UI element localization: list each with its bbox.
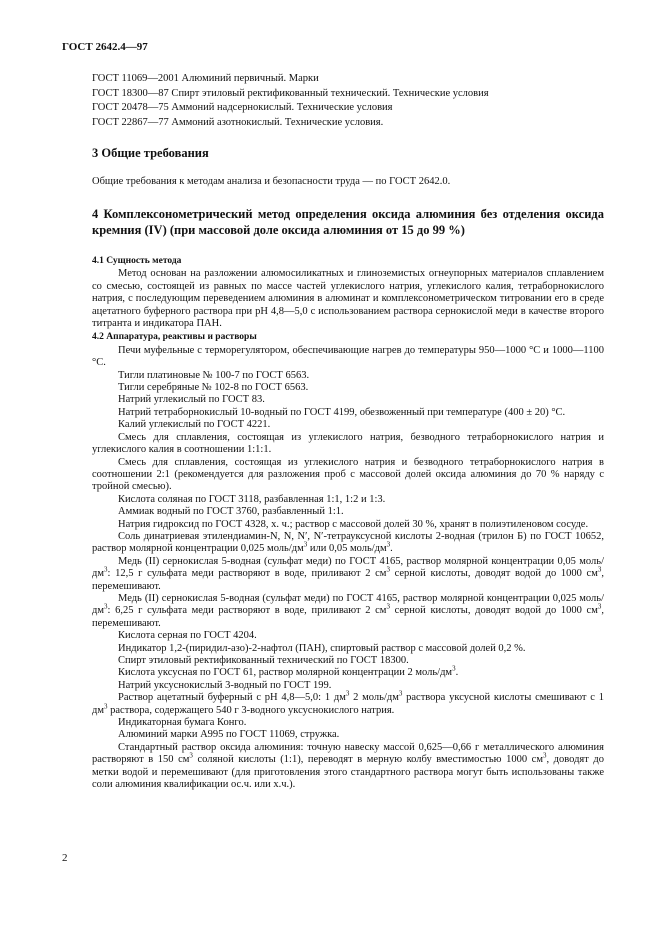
item-fusion-mixture-double: Смесь для сплавления, состоящая из углекислого натрия и безводного тетраборнокислого натрия в соотношении 2:1 (рекомендуется для разложения проб с массовой долей оксида алюминия до 70 % наряду с тройной смесью). (92, 456, 604, 493)
superscript: 3 (386, 602, 390, 611)
item-ammonia: Аммиак водный по ГОСТ 3760, разбавленный 1:1. (118, 506, 344, 518)
superscript: 3 (104, 602, 108, 611)
subsection-4-1-text: Метод основан на разложении алюмосиликатных и глиноземистых огнеупорных материалов сплавлением со смесью, состоящей из равных по массе частей углекислого натрия, углекислого калия, тетраборнокислого натрия, с последующим переведением алюминия в алюминат и комплексонометрическом титровании его в среде ацетатного буферного раствора при pH 4,8—5,0 с использованием раствора сернокислой меди в качестве второго титранта и индикатора ПАН. (92, 268, 604, 330)
subsection-4-1-heading: 4.1 Сущность метода (92, 256, 182, 266)
superscript: 3 (386, 565, 390, 574)
section-4-heading: 4 Комплексонометрический метод определения оксида алюминия без отделения оксида кремния (IV) (при массовой доле оксида алюминия от 15 до 99 %) (92, 207, 604, 237)
superscript: 3 (104, 702, 108, 711)
superscript: 3 (452, 664, 456, 673)
item-aluminium-a995: Алюминий марки А995 по ГОСТ 11069, стружка. (118, 729, 340, 741)
item-trilon-b: Соль динатриевая этилендиамин-N, N, N′, N′-тетрауксусной кислоты 2-водная (трилон Б) по ГОСТ 10652, раствор молярной концентрации 0,025 моль/$дм^3$ или 0,05 моль/$дм^3$. (92, 530, 604, 555)
reference-item: ГОСТ 11069—2001 Алюминий первичный. Марки (92, 73, 319, 84)
item-furnaces: Печи муфельные с терморегулятором, обеспечивающие нагрев до температуры 950—1000 °С и 1000—1100 °С. (92, 344, 604, 369)
subsection-4-2-heading: 4.2 Аппаратура, реактивы и растворы (92, 332, 257, 343)
page-number: 2 (62, 852, 68, 864)
references-list (92, 72, 632, 130)
superscript: 3 (189, 751, 193, 760)
item-sodium-tetraborate: Натрий тетраборнокислый 10-водный по ГОСТ 4199, обезвоженный при температуре (400 ± 20) °С. (118, 406, 566, 418)
superscript: 3 (597, 602, 602, 611)
section-3-heading: 3 Общие требования (92, 146, 209, 160)
section-3-text: Общие требования к методам анализа и безопасности труда — по ГОСТ 2642.0. (92, 176, 451, 187)
reference-item: ГОСТ 22867—77 Аммоний азотнокислый. Технические условия. (92, 116, 384, 128)
superscript: 3 (303, 540, 308, 549)
item-congo-paper: Индикаторная бумага Конго. (118, 717, 247, 729)
item-sulfuric-acid: Кислота серная по ГОСТ 4204. (118, 630, 257, 642)
item-ethyl-alcohol: Спирт этиловый ректификованный технический по ГОСТ 18300. (118, 655, 409, 666)
item-sodium-acetate: Натрий уксуснокислый 3-водный по ГОСТ 199. (118, 679, 332, 691)
item-acetate-buffer: Раствор ацетатный буферный с pH 4,8—5,0: 1 $дм^3$ 2 моль/$дм^3$ раствора уксусной кислоты смешивают с 1 $дм^3$ раствора, содержащего 540 г 3-водного уксуснокислого натрия. (92, 689, 604, 716)
reference-item: ГОСТ 20478—75 Аммоний надсернокислый. Технические условия (92, 102, 393, 113)
superscript: 3 (386, 540, 391, 549)
item-fusion-mixture-triple: Смесь для сплавления, состоящая из углекислого натрия, безводного тетраборнокислого натрия и углекислого калия в соотношении 1:1:1. (92, 431, 604, 456)
item-potassium-carbonate: Калий углекислый по ГОСТ 4221. (118, 419, 271, 431)
item-sodium-carbonate: Натрий углекислый по ГОСТ 83. (118, 394, 265, 406)
item-hydrochloric-acid: Кислота соляная по ГОСТ 3118, разбавленная 1:1, 1:2 и 1:3. (118, 493, 386, 505)
section-4-body (92, 255, 604, 791)
item-pan-indicator: Индикатор 1,2-(пиридил-азо)-2-нафтол (ПАН), спиртовый раствор с массовой долей 0,2 %. (118, 642, 526, 654)
superscript: 3 (542, 751, 547, 760)
superscript: 3 (597, 565, 602, 574)
reference-item: ГОСТ 18300—87 Спирт этиловый ректификованный технический. Технические условия (92, 87, 489, 99)
item-silver-crucibles: Тигли серебряные № 102-8 по ГОСТ 6563. (118, 382, 309, 394)
superscript: 3 (345, 689, 350, 698)
item-sodium-hydroxide: Натрия гидроксид по ГОСТ 4328, х. ч.; раствор с массовой долей 30 %, хранят в полиэтиленовом сосуде. (118, 518, 589, 530)
document-header: ГОСТ 2642.4—97 (62, 41, 148, 53)
item-platinum-crucibles: Тигли платиновые № 100-7 по ГОСТ 6563. (118, 369, 310, 381)
item-copper-sulfate-0025: Медь (II) сернокислая 5-водная (сульфат меди) по ГОСТ 4165, раствор молярной концентрации 0,025 моль/$дм^3$: 6,25 г сульфата меди растворяют в воде, приливают 2 $см^3$ серной кислоты, доводят водой до 1000 $см^3$, перемешивают. (92, 592, 604, 629)
item-standard-solution: Стандартный раствор оксида алюминия: точную навеску массой 0,625—0,66 г металлического алюминия растворяют в 150 $см^3$ соляной кислоты (1:1), переводят в мерную колбу вместимостью 1000 $см^3$, доводят до метки водой и перемешивают (для приготовления этого стандартного раствора могут быть использованы также соли алюминия квалификации ос.ч. или х.ч.). (92, 741, 605, 791)
item-copper-sulfate-005: Медь (II) сернокислая 5-водная (сульфат меди) по ГОСТ 4165, раствор молярной концентрации 0,05 моль/$дм^3$: 12,5 г сульфата меди растворяют в воде, приливают 2 $см^3$ серной кислоты, доводят водой до 1000 $см^3$, перемешивают. (92, 555, 604, 592)
item-acetic-acid: Кислота уксусная по ГОСТ 61, раствор молярной концентрации 2 моль/$дм^3$. (118, 664, 459, 679)
superscript: 3 (104, 565, 108, 574)
superscript: 3 (398, 689, 403, 698)
